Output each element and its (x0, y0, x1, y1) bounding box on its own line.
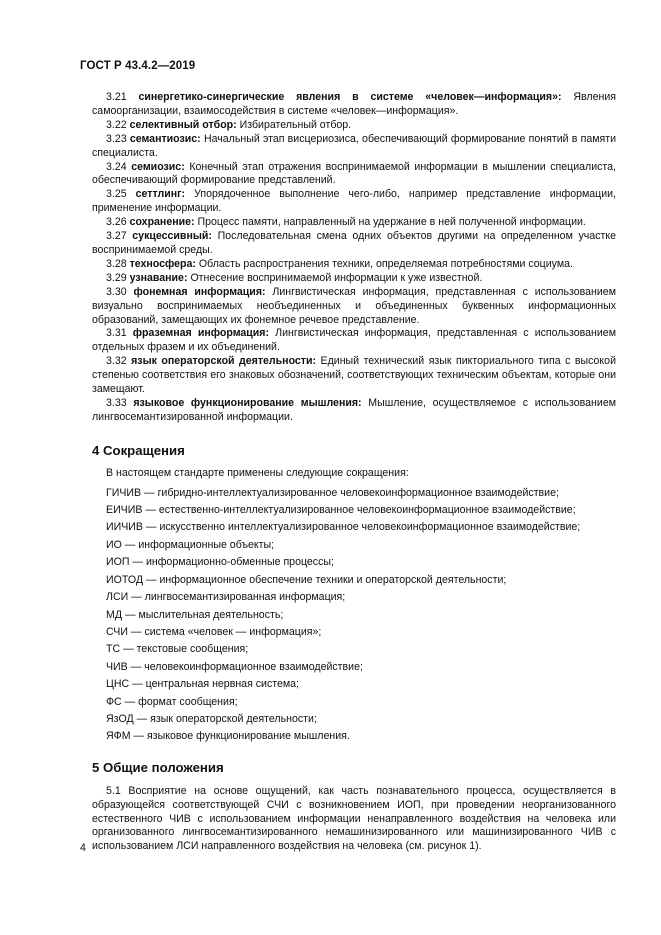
definition-text: Избирательный отбор. (239, 118, 352, 131)
general-section (92, 760, 616, 855)
abbreviations-section (92, 443, 616, 746)
definition-text: Последовательная смена одних объектов другими на определенном участке воспринимаемой среды. (92, 230, 617, 256)
definition-text: Единый технический язык пикториального типа с высокой степенью соответствия его знаковых обозначений, соответствующих техническим объектам, которые они замещают. (92, 355, 616, 396)
abbreviations-list (106, 485, 616, 746)
abbreviation-item: СЧИ — система «человек — информация»; (106, 625, 322, 638)
definition-item (92, 216, 616, 230)
definition-term: фонемная информация: (133, 285, 266, 298)
section-title-abbreviations: 4 Сокращения (92, 442, 185, 458)
definition-term: сеттлинг: (135, 188, 186, 201)
definition-term: семиозис: (131, 160, 185, 173)
definition-text: Мышление, осуществляемое с использованием лингвосемантизированной информации. (92, 396, 616, 423)
abbreviation-item: ФС — формат сообщения; (106, 695, 238, 708)
definition-term: узнавание: (129, 271, 188, 284)
abbreviation-item: МД — мыслительная деятельность; (106, 608, 284, 621)
definitions-list (92, 91, 616, 425)
general-paragraph: 5.1 Восприятие на основе ощущений, как часть познавательного процесса, осуществляется в образующейся соответствующей СЧИ с возникновением ИОП, при проведении неорганизованного естественного ЧИВ с использованием информации ненаправленного воздействия на человека или организованного лингвосемантизированного немашинизированного или машинизированного ЧИВ с использованием ЛСИ направленного воздействия на человека (см. рисунок 1). (92, 784, 616, 853)
definition-item (92, 355, 616, 397)
definition-text: Область распространения техники, определяемая потребностями социума. (198, 257, 573, 270)
definition-number: 3.28 (106, 257, 127, 270)
definition-number: 3.25 (106, 188, 127, 201)
definition-text: Начальный этап висцериозиса, обеспечивающий формирование понятий в памяти специалиста. (92, 132, 617, 159)
definition-text: Упорядоченное выполнение чего-либо, например представление информации, применение информации. (92, 188, 616, 215)
definition-item (92, 397, 616, 425)
abbreviation-item: ЦНС — центральная нервная система; (106, 678, 300, 691)
definition-number: 3.23 (106, 132, 127, 145)
abbreviation-item: ЯФМ — языковое функционирование мышления. (106, 730, 350, 743)
definition-text: Лингвистическая информация, представленная с использованием визуально воспринимаемых необъединенных и объединенных буквенных информационных образований, замещающих их фонемное речевое представление. (92, 285, 616, 326)
document-header: ГОСТ Р 43.4.2—2019 (80, 60, 196, 72)
definition-text: Лингвистическая информация, представленная с использованием отдельных фразем и их объединений. (92, 327, 616, 354)
abbreviation-item: ИО — информационные объекты; (106, 538, 275, 551)
definition-term: сохранение: (129, 216, 195, 229)
page-number: 4 (80, 842, 86, 854)
definition-number: 3.30 (106, 285, 127, 298)
abbreviation-item: ИОТОД — информационное обеспечение техники и операторской деятельности; (106, 573, 507, 586)
definition-term: техносфера: (129, 257, 196, 270)
definition-number: 3.21 (106, 91, 127, 103)
abbreviation-item: ГИЧИВ — гибридно-интеллектуализированное человекоинформационное взаимодействие; (106, 486, 559, 499)
definition-text: Отнесение воспринимаемой информации к уже известной. (190, 271, 483, 284)
abbreviations-intro: В настоящем стандарте применены следующие сокращения: (106, 466, 409, 479)
definition-item (92, 258, 616, 272)
definition-item (92, 188, 616, 216)
definition-term: языковое функционирование мышления: (133, 396, 362, 409)
definition-item (92, 286, 616, 328)
definition-number: 3.32 (106, 355, 127, 368)
definition-item (92, 119, 616, 133)
definition-item (92, 230, 616, 258)
page-content (92, 91, 616, 854)
definition-term: язык операторской деятельности: (131, 355, 317, 368)
definition-item (92, 327, 616, 355)
abbreviation-item: ИОП — информационно-обменные процессы; (106, 556, 334, 569)
definition-number: 3.31 (106, 327, 127, 340)
definition-number: 3.33 (106, 396, 127, 409)
definition-item (92, 91, 616, 119)
definition-term: семантиозис: (129, 132, 201, 145)
definition-text: Конечный этап отражения воспринимаемой информации в мышлении специалиста, обеспечивающий формирование представлений. (92, 160, 616, 187)
definition-term: сукцессивный: (132, 230, 212, 243)
section-title-general: 5 Общие положения (92, 759, 224, 775)
definition-number: 3.24 (106, 160, 127, 173)
definition-number: 3.26 (106, 216, 127, 229)
definition-item (92, 272, 616, 286)
definition-item (92, 133, 616, 161)
definition-term: синергетико-синергические явления в системе «человек—информация»: (138, 91, 562, 103)
definition-term: селективный отбор: (129, 118, 237, 131)
abbreviation-item: ЕИЧИВ — естественно-интеллектуализированное человекоинформационное взаимодействие; (106, 504, 576, 517)
definition-number: 3.29 (106, 271, 127, 284)
abbreviation-item: ЛСИ — лингвосемантизированная информация; (106, 591, 346, 604)
definition-text: Процесс памяти, направленный на удержание в ней полученной информации. (197, 216, 586, 229)
abbreviation-item: ТС — текстовые сообщения; (106, 643, 249, 656)
definition-text: Явления самоорганизации, взаимосодействия в системе «человек—информация». (92, 91, 616, 117)
abbreviation-item: ИИЧИВ — искусственно интеллектуализированное человекоинформационное взаимодействие; (106, 521, 581, 534)
definition-number: 3.22 (106, 118, 127, 131)
abbreviation-item: ЯзОД — язык операторской деятельности; (106, 712, 317, 725)
definition-item (92, 161, 616, 189)
definition-number: 3.27 (106, 230, 127, 243)
abbreviation-item: ЧИВ — человекоинформационное взаимодействие; (106, 660, 363, 673)
definition-term: фраземная информация: (132, 327, 270, 340)
